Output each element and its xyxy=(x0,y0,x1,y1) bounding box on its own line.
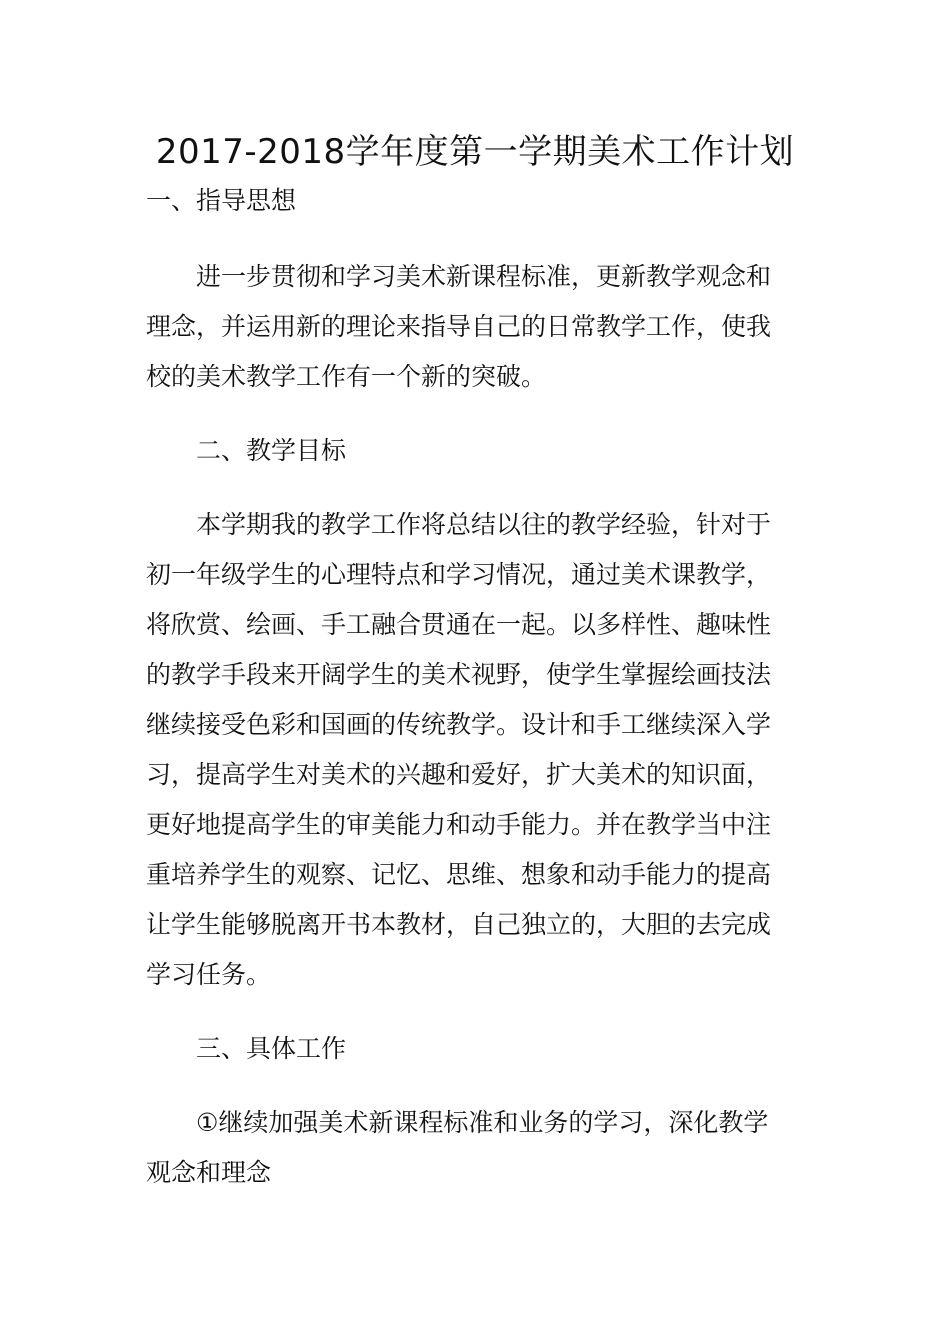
paragraph-line: 本学期我的教学工作将总结以往的教学经验，针对于 xyxy=(196,510,772,539)
paragraph-specific-work xyxy=(146,1098,810,1198)
section-heading-specific-work: 三、具体工作 xyxy=(196,1034,347,1063)
paragraph-guiding-ideology xyxy=(146,252,810,402)
section-heading-teaching-goals: 二、教学目标 xyxy=(196,436,347,465)
paragraph-line: 初一年级学生的心理特点和学习情况，通过美术课教学， xyxy=(146,560,772,589)
paragraph-teaching-goals xyxy=(146,500,810,1000)
paragraph-line: 重培养学生的观察、记忆、思维、想象和动手能力的提高 xyxy=(146,860,772,889)
section-heading-guiding-ideology: 一、指导思想 xyxy=(146,186,297,215)
paragraph-line: 观念和理念 xyxy=(146,1158,272,1187)
paragraph-line: 学习任务。 xyxy=(146,960,272,989)
paragraph-line: 理念，并运用新的理论来指导自己的日常教学工作，使我 xyxy=(146,312,772,341)
paragraph-line: 校的美术教学工作有一个新的突破。 xyxy=(146,362,547,391)
paragraph-line: 继续接受色彩和国画的传统教学。设计和手工继续深入学 xyxy=(146,710,772,739)
paragraph-line: ①继续加强美术新课程标准和业务的学习，深化教学 xyxy=(196,1108,769,1137)
paragraph-line: 进一步贯彻和学习美术新课程标准，更新教学观念和 xyxy=(196,262,772,291)
paragraph-line: 习，提高学生对美术的兴趣和爱好，扩大美术的知识面， xyxy=(146,760,772,789)
paragraph-line: 让学生能够脱离开书本教材，自己独立的，大胆的去完成 xyxy=(146,910,772,939)
paragraph-line: 的教学手段来开阔学生的美术视野，使学生掌握绘画技法 xyxy=(146,660,772,689)
paragraph-line: 更好地提高学生的审美能力和动手能力。并在教学当中注 xyxy=(146,810,772,839)
paragraph-line: 将欣赏、绘画、手工融合贯通在一起。以多样性、趣味性 xyxy=(146,610,772,639)
document-title: 2017-2018学年度第一学期美术工作计划 xyxy=(155,132,795,172)
